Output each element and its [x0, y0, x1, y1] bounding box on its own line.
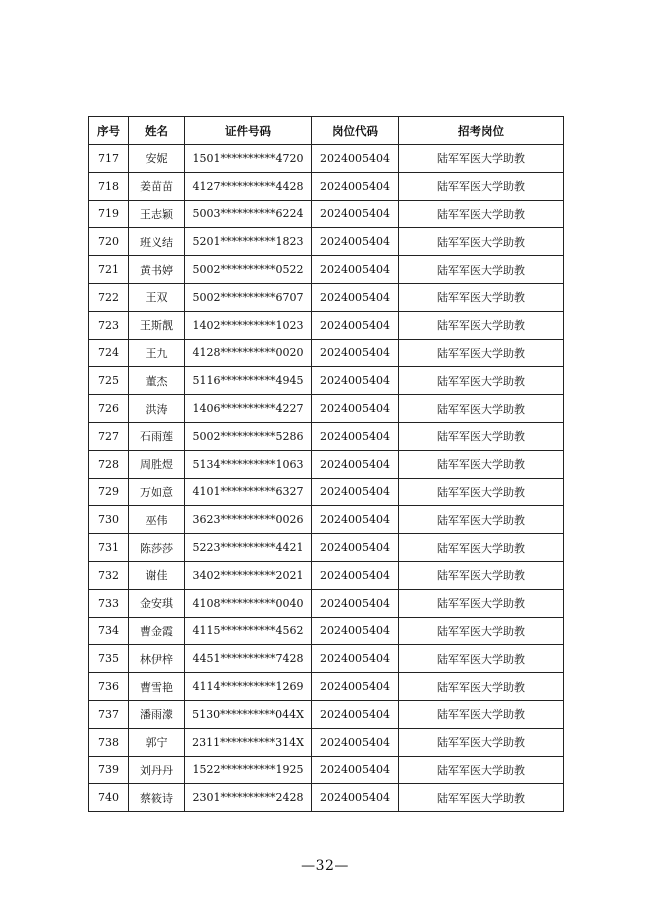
- cell-position-code: 2024005404: [312, 256, 399, 284]
- cell-serial-no: 733: [89, 589, 129, 617]
- cell-name: 曹雪艳: [129, 673, 185, 701]
- cell-serial-no: 722: [89, 283, 129, 311]
- cell-position-code: 2024005404: [312, 784, 399, 812]
- header-serial-no: 序号: [89, 117, 129, 145]
- cell-name: 潘雨濛: [129, 700, 185, 728]
- cell-position-code: 2024005404: [312, 339, 399, 367]
- cell-name: 安妮: [129, 145, 185, 173]
- table-row: [89, 728, 564, 756]
- header-id-number: 证件号码: [185, 117, 312, 145]
- cell-id-number: 5002**********6707: [185, 283, 312, 311]
- table-row: [89, 145, 564, 173]
- cell-id-number: 3402**********2021: [185, 561, 312, 589]
- cell-position-code: 2024005404: [312, 172, 399, 200]
- table-row: [89, 589, 564, 617]
- cell-position: 陆军军医大学助教: [399, 561, 564, 589]
- cell-serial-no: 721: [89, 256, 129, 284]
- cell-position-code: 2024005404: [312, 311, 399, 339]
- cell-position-code: 2024005404: [312, 534, 399, 562]
- cell-position: 陆军军医大学助教: [399, 645, 564, 673]
- table-row: [89, 700, 564, 728]
- table-row: [89, 617, 564, 645]
- table-row: [89, 339, 564, 367]
- cell-position: 陆军军医大学助教: [399, 145, 564, 173]
- table-row: [89, 367, 564, 395]
- cell-position-code: 2024005404: [312, 728, 399, 756]
- table-row: [89, 645, 564, 673]
- cell-id-number: 5223**********4421: [185, 534, 312, 562]
- cell-position: 陆军军医大学助教: [399, 367, 564, 395]
- cell-serial-no: 729: [89, 478, 129, 506]
- cell-position-code: 2024005404: [312, 450, 399, 478]
- table-row: [89, 283, 564, 311]
- cell-serial-no: 731: [89, 534, 129, 562]
- cell-position-code: 2024005404: [312, 478, 399, 506]
- cell-serial-no: 740: [89, 784, 129, 812]
- cell-id-number: 4128**********0020: [185, 339, 312, 367]
- table-row: [89, 395, 564, 423]
- cell-position-code: 2024005404: [312, 228, 399, 256]
- table-row: [89, 200, 564, 228]
- cell-name: 王九: [129, 339, 185, 367]
- cell-position: 陆军军医大学助教: [399, 756, 564, 784]
- cell-position-code: 2024005404: [312, 506, 399, 534]
- cell-name: 巫伟: [129, 506, 185, 534]
- cell-id-number: 5134**********1063: [185, 450, 312, 478]
- cell-name: 周胜煜: [129, 450, 185, 478]
- cell-position: 陆军军医大学助教: [399, 200, 564, 228]
- cell-name: 石雨莲: [129, 422, 185, 450]
- cell-position-code: 2024005404: [312, 589, 399, 617]
- cell-name: 陈莎莎: [129, 534, 185, 562]
- cell-serial-no: 727: [89, 422, 129, 450]
- table-row: [89, 228, 564, 256]
- cell-serial-no: 736: [89, 673, 129, 701]
- cell-position: 陆军军医大学助教: [399, 784, 564, 812]
- cell-id-number: 5130**********044X: [185, 700, 312, 728]
- cell-name: 王志颖: [129, 200, 185, 228]
- cell-position-code: 2024005404: [312, 422, 399, 450]
- cell-position-code: 2024005404: [312, 756, 399, 784]
- cell-id-number: 4108**********0040: [185, 589, 312, 617]
- table-header-row: [89, 117, 564, 145]
- cell-position: 陆军军医大学助教: [399, 311, 564, 339]
- cell-name: 董杰: [129, 367, 185, 395]
- cell-position: 陆军军医大学助教: [399, 589, 564, 617]
- table-row: [89, 506, 564, 534]
- cell-id-number: 4127**********4428: [185, 172, 312, 200]
- cell-id-number: 5002**********5286: [185, 422, 312, 450]
- cell-serial-no: 724: [89, 339, 129, 367]
- cell-id-number: 1406**********4227: [185, 395, 312, 423]
- cell-id-number: 5201**********1823: [185, 228, 312, 256]
- cell-id-number: 1501**********4720: [185, 145, 312, 173]
- cell-position-code: 2024005404: [312, 700, 399, 728]
- cell-position-code: 2024005404: [312, 645, 399, 673]
- cell-serial-no: 730: [89, 506, 129, 534]
- header-position-code: 岗位代码: [312, 117, 399, 145]
- cell-serial-no: 737: [89, 700, 129, 728]
- cell-name: 王双: [129, 283, 185, 311]
- cell-name: 郭宁: [129, 728, 185, 756]
- table-row: [89, 756, 564, 784]
- cell-position-code: 2024005404: [312, 673, 399, 701]
- cell-id-number: 5002**********0522: [185, 256, 312, 284]
- cell-position-code: 2024005404: [312, 561, 399, 589]
- cell-id-number: 1402**********1023: [185, 311, 312, 339]
- cell-position: 陆军军医大学助教: [399, 283, 564, 311]
- cell-id-number: 1522**********1925: [185, 756, 312, 784]
- cell-name: 黄书婷: [129, 256, 185, 284]
- cell-position: 陆军军医大学助教: [399, 728, 564, 756]
- header-name: 姓名: [129, 117, 185, 145]
- cell-position: 陆军军医大学助教: [399, 256, 564, 284]
- cell-id-number: 2301**********2428: [185, 784, 312, 812]
- cell-name: 曹金霞: [129, 617, 185, 645]
- page-number: —32—: [301, 858, 349, 874]
- cell-serial-no: 719: [89, 200, 129, 228]
- cell-id-number: 4115**********4562: [185, 617, 312, 645]
- cell-serial-no: 738: [89, 728, 129, 756]
- candidate-table: [88, 116, 564, 812]
- cell-position: 陆军军医大学助教: [399, 478, 564, 506]
- cell-position: 陆军军医大学助教: [399, 673, 564, 701]
- table-row: [89, 422, 564, 450]
- cell-position: 陆军军医大学助教: [399, 700, 564, 728]
- cell-position-code: 2024005404: [312, 367, 399, 395]
- cell-position: 陆军军医大学助教: [399, 617, 564, 645]
- cell-position: 陆军军医大学助教: [399, 422, 564, 450]
- cell-serial-no: 735: [89, 645, 129, 673]
- cell-position-code: 2024005404: [312, 283, 399, 311]
- table-row: [89, 534, 564, 562]
- cell-serial-no: 732: [89, 561, 129, 589]
- table-row: [89, 450, 564, 478]
- table-row: [89, 172, 564, 200]
- cell-name: 班义结: [129, 228, 185, 256]
- cell-name: 林伊梓: [129, 645, 185, 673]
- cell-name: 蔡筱诗: [129, 784, 185, 812]
- cell-position-code: 2024005404: [312, 200, 399, 228]
- table-row: [89, 784, 564, 812]
- cell-serial-no: 717: [89, 145, 129, 173]
- cell-position-code: 2024005404: [312, 395, 399, 423]
- cell-position: 陆军军医大学助教: [399, 339, 564, 367]
- cell-id-number: 3623**********0026: [185, 506, 312, 534]
- cell-serial-no: 726: [89, 395, 129, 423]
- table-row: [89, 311, 564, 339]
- cell-position-code: 2024005404: [312, 145, 399, 173]
- cell-id-number: 5003**********6224: [185, 200, 312, 228]
- cell-id-number: 4114**********1269: [185, 673, 312, 701]
- cell-position: 陆军军医大学助教: [399, 228, 564, 256]
- cell-id-number: 4101**********6327: [185, 478, 312, 506]
- cell-position-code: 2024005404: [312, 617, 399, 645]
- cell-id-number: 5116**********4945: [185, 367, 312, 395]
- cell-serial-no: 739: [89, 756, 129, 784]
- cell-serial-no: 725: [89, 367, 129, 395]
- table-row: [89, 561, 564, 589]
- cell-name: 万如意: [129, 478, 185, 506]
- cell-serial-no: 718: [89, 172, 129, 200]
- cell-id-number: 2311**********314X: [185, 728, 312, 756]
- table-row: [89, 256, 564, 284]
- cell-name: 谢佳: [129, 561, 185, 589]
- cell-serial-no: 720: [89, 228, 129, 256]
- cell-position: 陆军军医大学助教: [399, 450, 564, 478]
- table-row: [89, 673, 564, 701]
- header-position: 招考岗位: [399, 117, 564, 145]
- table-body: [89, 145, 564, 812]
- cell-name: 刘丹丹: [129, 756, 185, 784]
- cell-name: 王斯靓: [129, 311, 185, 339]
- cell-position: 陆军军医大学助教: [399, 534, 564, 562]
- cell-position: 陆军军医大学助教: [399, 172, 564, 200]
- cell-position: 陆军军医大学助教: [399, 506, 564, 534]
- table-row: [89, 478, 564, 506]
- cell-position: 陆军军医大学助教: [399, 395, 564, 423]
- cell-name: 洪涛: [129, 395, 185, 423]
- cell-serial-no: 734: [89, 617, 129, 645]
- cell-name: 金安琪: [129, 589, 185, 617]
- cell-serial-no: 723: [89, 311, 129, 339]
- cell-id-number: 4451**********7428: [185, 645, 312, 673]
- cell-name: 姜苗苗: [129, 172, 185, 200]
- cell-serial-no: 728: [89, 450, 129, 478]
